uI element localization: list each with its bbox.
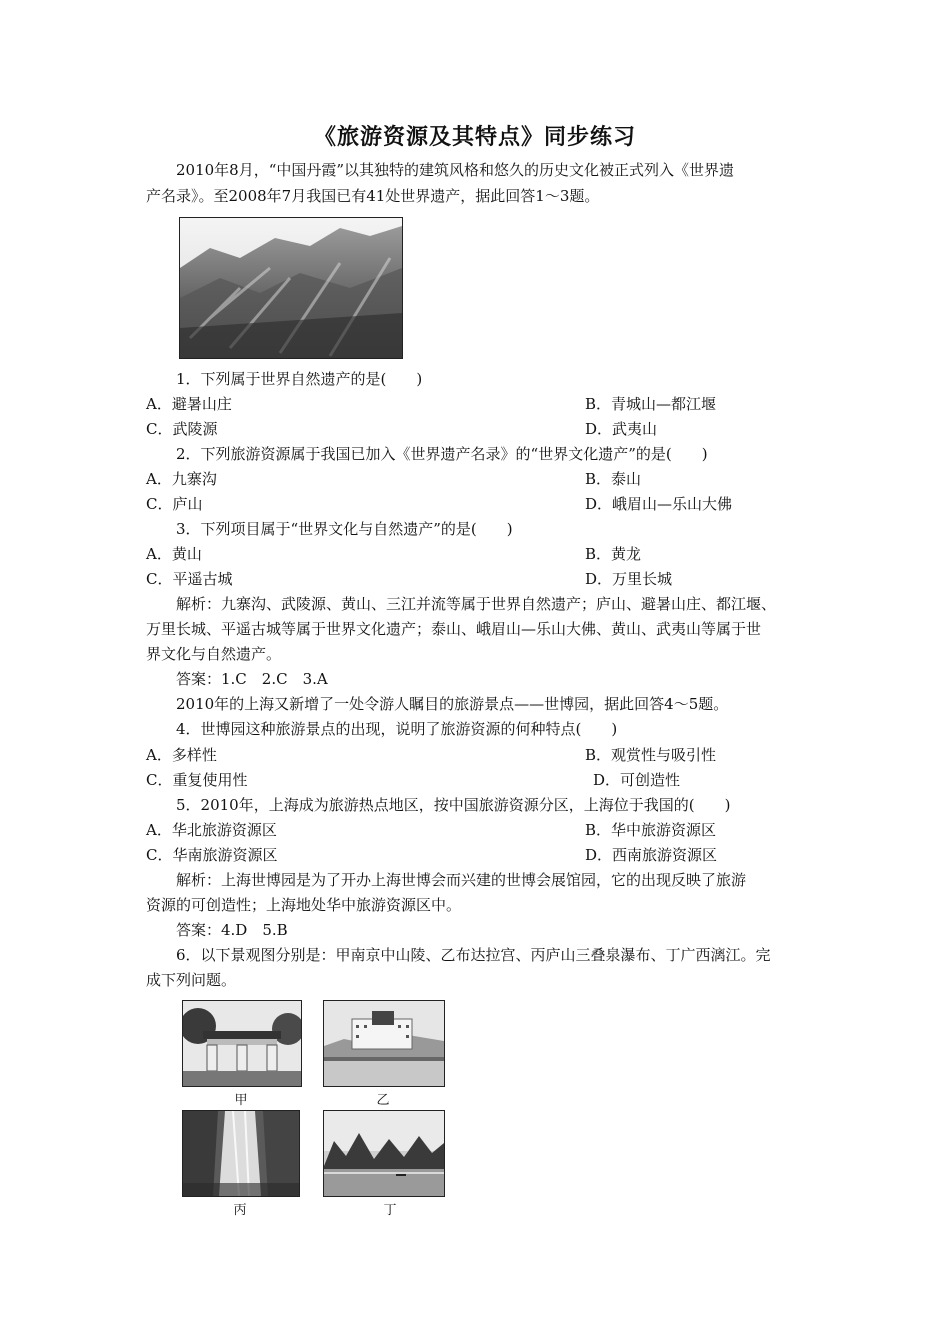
q3-option-c: C．平遥古城: [146, 570, 233, 588]
q1-option-c: C．武陵源: [146, 420, 218, 438]
analysis-2-line-2: 资源的可创造性；上海地处华中旅游资源区中。: [146, 896, 462, 914]
q2-option-c: C．庐山: [146, 495, 203, 513]
caption-bing: 丙: [233, 1203, 247, 1218]
q1-option-d: D．武夷山: [585, 420, 658, 438]
analysis-1-line-1: 解析：九寨沟、武陵源、黄山、三江并流等属于世界自然遗产；庐山、避暑山庄、都江堰、: [176, 595, 777, 613]
intro-line-2: 产名录》。至2008年7月我国已有41处世界遗产，据此回答1～3题。: [146, 187, 600, 205]
caption-yi: 乙: [376, 1093, 390, 1108]
answer-1: 答案：1.C 2.C 3.A: [176, 670, 328, 688]
q3-stem: 3．下列项目属于“世界文化与自然遗产”的是( ): [176, 520, 513, 538]
intro-line-1: 2010年8月，“中国丹霞”以其独特的建筑风格和悠久的历史文化被正式列入《世界遗: [176, 161, 735, 179]
q1-option-a: A．避暑山庄: [146, 395, 232, 413]
q2-option-a: A．九寨沟: [146, 470, 217, 488]
analysis-1-line-3: 界文化与自然遗产。: [146, 645, 282, 663]
caption-jia: 甲: [234, 1093, 248, 1108]
q5-option-b: B．华中旅游资源区: [585, 821, 717, 839]
q2-option-d: D．峨眉山—乐山大佛: [585, 495, 733, 513]
q1-stem: 1．下列属于世界自然遗产的是( ): [176, 370, 423, 388]
q6-line-2: 成下列问题。: [146, 971, 237, 989]
q2-option-b: B．泰山: [585, 470, 642, 488]
q4-option-a: A．多样性: [146, 746, 217, 764]
q3-option-d: D．万里长城: [585, 570, 673, 588]
q4-option-b: B．观赏性与吸引性: [585, 746, 717, 764]
potala-palace-photo: [323, 1000, 445, 1087]
q3-option-a: A．黄山: [146, 545, 202, 563]
sandiequan-waterfall-photo: [182, 1110, 300, 1197]
caption-ding: 丁: [383, 1203, 397, 1218]
analysis-1-line-2: 万里长城、平遥古城等属于世界文化遗产；泰山、峨眉山—乐山大佛、黄山、武夷山等属于世: [146, 620, 762, 638]
page-title: 《旅游资源及其特点》同步练习: [313, 124, 636, 150]
q5-stem: 5．2010年，上海成为旅游热点地区，按中国旅游资源分区，上海位于我国的( ): [176, 796, 731, 814]
q4-stem: 4．世博园这种旅游景点的出现，说明了旅游资源的何种特点( ): [176, 720, 618, 738]
q5-option-a: A．华北旅游资源区: [146, 821, 277, 839]
answer-2: 答案：4.D 5.B: [176, 921, 288, 939]
q3-option-b: B．黄龙: [585, 545, 642, 563]
intro-2: 2010年的上海又新增了一处令游人瞩目的旅游景点——世博园，据此回答4～5题。: [176, 695, 729, 713]
zhongshan-mausoleum-photo: [182, 1000, 302, 1087]
q5-option-c: C．华南旅游资源区: [146, 846, 278, 864]
q1-option-b: B．青城山—都江堰: [585, 395, 717, 413]
q2-stem: 2．下列旅游资源属于我国已加入《世界遗产名录》的“世界文化遗产”的是( ): [176, 445, 708, 463]
q4-option-c: C．重复使用性: [146, 771, 248, 789]
danxia-mountain-photo: [179, 217, 403, 359]
q6-line-1: 6．以下景观图分别是：甲南京中山陵、乙布达拉宫、丙庐山三叠泉瀑布、丁广西漓江。完: [176, 946, 771, 964]
analysis-2-line-1: 解析：上海世博园是为了开办上海世博会而兴建的世博会展馆园，它的出现反映了旅游: [176, 871, 747, 889]
q5-option-d: D．西南旅游资源区: [585, 846, 718, 864]
li-river-photo: [323, 1110, 445, 1197]
q4-option-d: D．可创造性: [593, 771, 681, 789]
